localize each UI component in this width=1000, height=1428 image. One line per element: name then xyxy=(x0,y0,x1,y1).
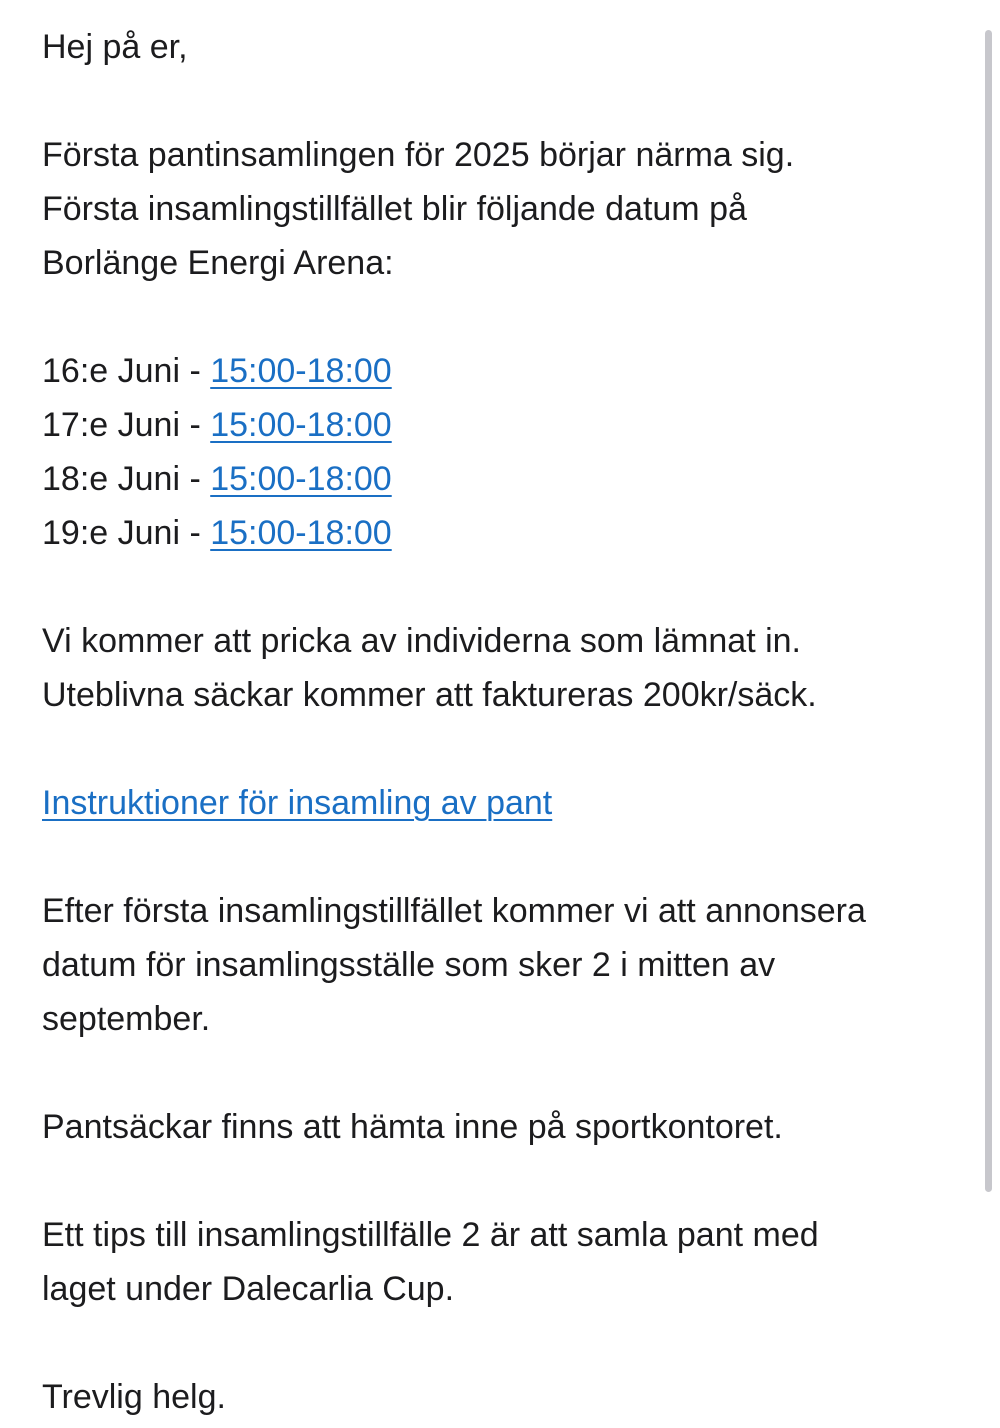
paragraph-gap xyxy=(42,74,972,128)
greeting: Hej på er, xyxy=(42,28,188,66)
intro-line: Första insamlingstillfället blir följande datum på xyxy=(42,190,747,228)
paragraph-gap xyxy=(42,1316,972,1370)
tip-line: laget under Dalecarlia Cup. xyxy=(42,1270,455,1308)
paragraph-gap xyxy=(42,1046,972,1100)
paragraph-gap xyxy=(42,290,972,344)
instructions-row xyxy=(42,776,972,830)
schedule-row xyxy=(42,398,972,452)
schedule-date: 19:e Juni - xyxy=(42,514,211,552)
paragraph-gap xyxy=(42,1154,972,1208)
paragraph-gap xyxy=(42,830,972,884)
schedule-date: 16:e Juni - xyxy=(42,352,211,390)
schedule-row xyxy=(42,452,972,506)
paragraph-gap xyxy=(42,560,972,614)
schedule-time-link[interactable]: 15:00-18:00 xyxy=(210,352,392,390)
schedule-time-link[interactable]: 15:00-18:00 xyxy=(210,514,392,552)
email-body xyxy=(42,20,972,1424)
followup-line: september. xyxy=(42,1000,211,1038)
followup-line: Efter första insamlingstillfället kommer vi att annonsera xyxy=(42,892,866,930)
tip-line: Ett tips till insamlingstillfälle 2 är att samla pant med xyxy=(42,1216,819,1254)
intro-line: Borlänge Energi Arena: xyxy=(42,244,394,282)
instructions-link[interactable]: Instruktioner för insamling av pant xyxy=(42,784,553,822)
schedule-date: 18:e Juni - xyxy=(42,460,211,498)
schedule-row xyxy=(42,506,972,560)
checkin-line: Vi kommer att pricka av individerna som lämnat in. xyxy=(42,622,802,660)
schedule-time-link[interactable]: 15:00-18:00 xyxy=(210,460,392,498)
followup-line: datum för insamlingsställe som sker 2 i mitten av xyxy=(42,946,776,984)
schedule-row xyxy=(42,344,972,398)
schedule-time-link[interactable]: 15:00-18:00 xyxy=(210,406,392,444)
paragraph-gap xyxy=(42,722,972,776)
bags-line: Pantsäckar finns att hämta inne på sportkontoret. xyxy=(42,1108,783,1146)
schedule-date: 17:e Juni - xyxy=(42,406,211,444)
checkin-line: Uteblivna säckar kommer att faktureras 200kr/säck. xyxy=(42,676,817,714)
intro-line: Första pantinsamlingen för 2025 börjar närma sig. xyxy=(42,136,795,174)
scrollbar[interactable] xyxy=(985,30,992,1192)
closing: Trevlig helg. xyxy=(42,1378,226,1416)
